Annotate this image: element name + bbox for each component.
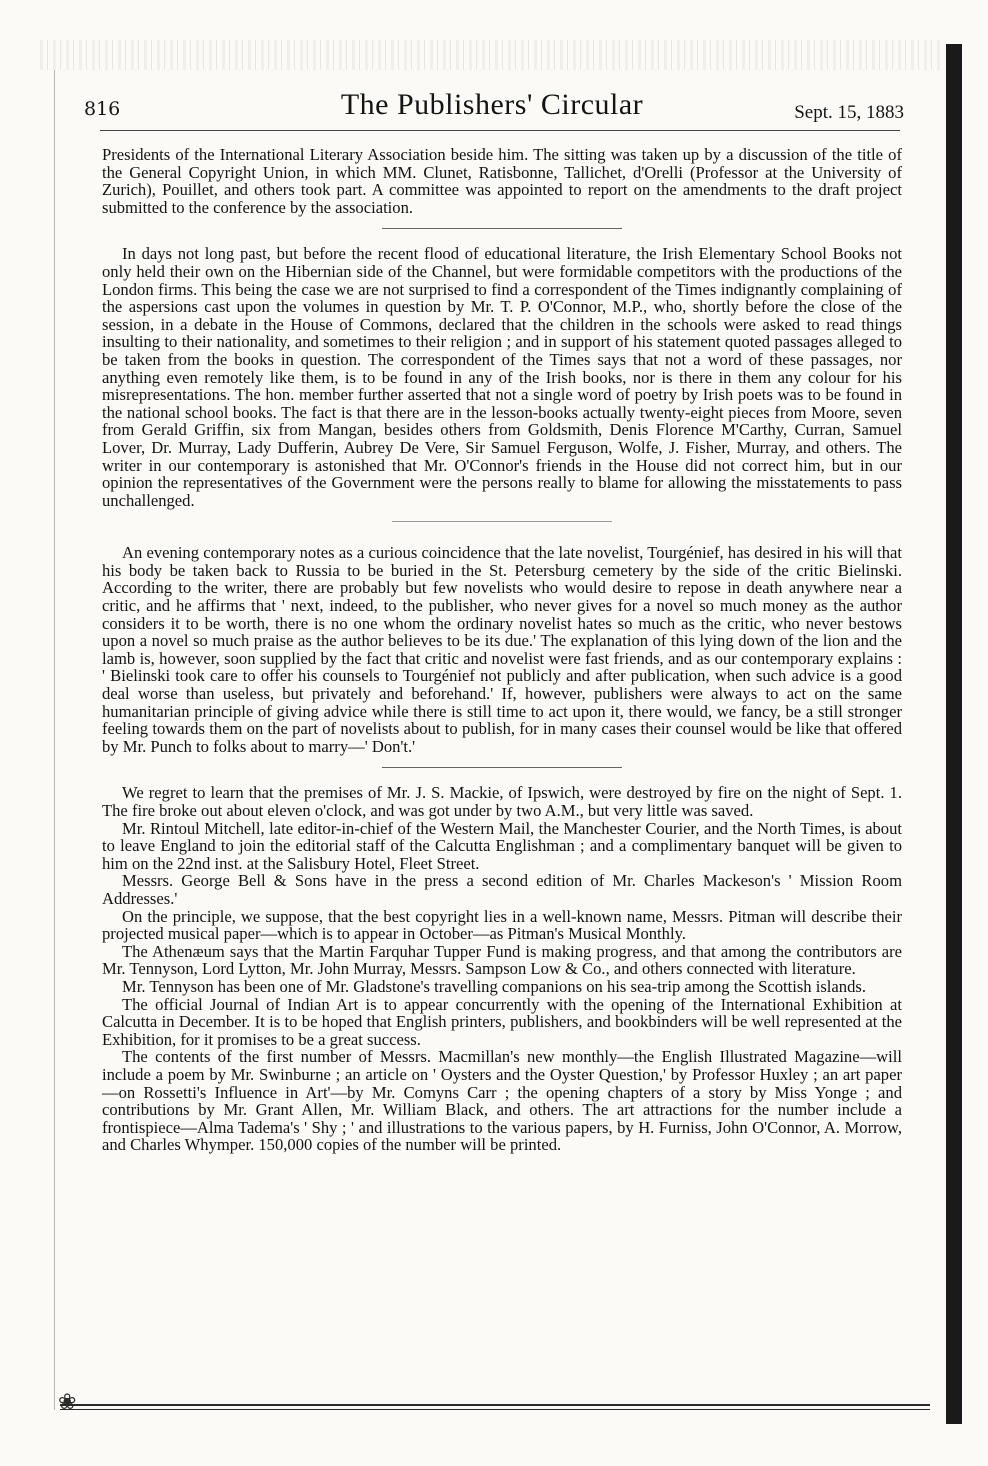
- paragraph: The official Journal of Indian Art is to appear concurrently with the opening of the International Exhibition at Calcutta in December. It is to be hoped that English printers, publishers, and bookbinders will be well represented at the Exhibition, for it promises to be a great success.: [102, 994, 902, 1049]
- paragraph: We regret to learn that the premises of Mr. J. S. Mackie, of Ipswich, were destroyed by fire on the night of Sept. 1. The fire broke out about eleven o'clock, and was got under by two A.M., but very little was saved.: [102, 783, 902, 820]
- scan-noise-strip: [40, 40, 940, 70]
- article-news-notes: [102, 784, 902, 1153]
- binding-edge: [946, 44, 962, 1424]
- issue-date: Sept. 15, 1883: [794, 102, 904, 123]
- paragraph: The contents of the first number of Messrs. Macmillan's new monthly—the English Illustrated Magazine—will include a poem by Mr. Swinburne ; an article on ' Oysters and the Oyster Question,' by Professor Huxley ; an art paper—on Rossetti's Influence in Art'—by Mr. Comyns Carr ; the opening chapters of a story by Miss Yonge ; and contributions by Mr. Grant Allen, Mr. William Black, and others. The art attractions for the number include a frontispiece—Alma Tadema's ' Shy ; ' and illustrations to the various papers, by H. Furniss, John O'Connor, A. Morrow, and Charles Whymper. 150,000 copies of the number will be printed.: [102, 1047, 902, 1155]
- paragraph: In days not long past, but before the recent flood of educational literature, the Irish Elementary School Books not only held their own on the Hibernian side of the Channel, but were formidable competitors with the productions of the London firms. This being the case we are not surprised to find a correspondent of the Times indignantly complaining of the aspersions cast upon the volumes in question by Mr. T. P. O'Connor, M.P., who, shortly before the close of the session, in a debate in the House of Commons, declared that the children in the schools were asked to read things insulting to their nationality, and sometimes to their religion ; and in support of his statement quoted passages alleged to be taken from the books in question. The correspondent of the Times says that not a word of these passages, nor anything even remotely like them, is to be found in any of the Irish books, nor is there in them any colour for his misrepresentations. The hon. member further asserted that not a single word of poetry by Irish poets was to be found in the national school books. The fact is that there are in the lesson-books actually twenty-eight pieces from Moore, seven from Gerald Griffin, six from Mangan, besides others from Goldsmith, Denis Florence M'Carthy, Curran, Samuel Lover, Dr. Murray, Lady Dufferin, Aubrey De Vere, Sir Samuel Ferguson, Wolfe, J. Fisher, Murray, and others. The writer in our contemporary is astonished that Mr. O'Connor's friends in the House did not correct him, but in our opinion the representatives of the Government were the persons really to blame for allowing the misstatements to pass unchallenged.: [102, 244, 902, 510]
- paragraph: Presidents of the International Literary Association beside him. The sitting was taken up by a discussion of the title of the General Copyright Union, in which MM. Clunet, Ratisbonne, Tallichet, d'Orelli (Professor at the University of Zurich), Pouillet, and others took part. A committee was appointed to report on the amendments to the draft project submitted to the conference by the association.: [102, 145, 902, 217]
- left-margin-rule: [54, 70, 55, 1410]
- bottom-rule: [60, 1404, 930, 1410]
- section-divider: [392, 521, 612, 522]
- section-divider: [382, 228, 622, 229]
- header-rule: [100, 130, 900, 131]
- paragraph: Mr. Rintoul Mitchell, late editor-in-chief of the Western Mail, the Manchester Courier, and the North Times, is about to leave England to join the editorial staff of the Calcutta Englishman ; and a complimentary banquet will be given to him on the 22nd inst. at the Salisbury Hotel, Fleet Street.: [102, 818, 902, 873]
- article-tourgenief: [102, 544, 902, 755]
- paragraph: Messrs. George Bell & Sons have in the press a second edition of Mr. Charles Mackeson's ' Mission Room Addresses.': [102, 871, 902, 908]
- journal-title: The Publishers' Circular: [340, 88, 644, 121]
- paragraph: The Athenæum says that the Martin Farquhar Tupper Fund is making progress, and that among the contributors are Mr. Tennyson, Lord Lytton, Mr. John Murray, Messrs. Sampson Low & Co., and others connected with literature.: [102, 941, 902, 979]
- paragraph: Mr. Tennyson has been one of Mr. Gladstone's travelling companions on his sea-trip among the Scottish islands.: [122, 976, 866, 996]
- paragraph: On the principle, we suppose, that the best copyright lies in a well-known name, Messrs. Pitman will describe their projected musical paper—which is to appear in October—as Pitman's Musical Monthly.: [102, 906, 902, 944]
- page-number: 816: [84, 98, 121, 120]
- paragraph: An evening contemporary notes as a curious coincidence that the late novelist, Tourgénief, has desired in his will that his body be taken back to Russia to be buried in the St. Petersburg cemetery by the side of the critic Bielinski. According to the writer, there are probably but few novelists who would desire to repose in death anywhere near a critic, and he affirms that ' next, indeed, to the publisher, who never gives for a novel so much money as the author considers it to be worth, there is no one whom the ordinary novelist hates so much as the critic, who never bestows upon a novel so much praise as the author believes to be its due.' The explanation of this lying down of the lion and the lamb is, however, soon supplied by the fact that critic and novelist were fast friends, and as our contemporary explains : ' Bielinski took care to offer his counsels to Tourgénief not publicly and after publication, when such advice is a good deal worse than useless, but privately and beforehand.' If, however, publishers were always to act on the same humanitarian principle of giving advice while there is still time to act upon it, there would, we fancy, be a still stronger feeling towards them on the part of novelists about to publish, for in many cases their counsel would be like that offered by Mr. Punch to folks about to marry—' Don't.': [102, 543, 902, 756]
- article-copyright-union: [102, 146, 902, 216]
- page-header: [80, 88, 904, 128]
- article-irish-school-books: [102, 245, 902, 509]
- ornament-icon: ❀: [58, 1390, 77, 1415]
- article-body: [102, 146, 902, 1154]
- section-divider: [382, 767, 622, 768]
